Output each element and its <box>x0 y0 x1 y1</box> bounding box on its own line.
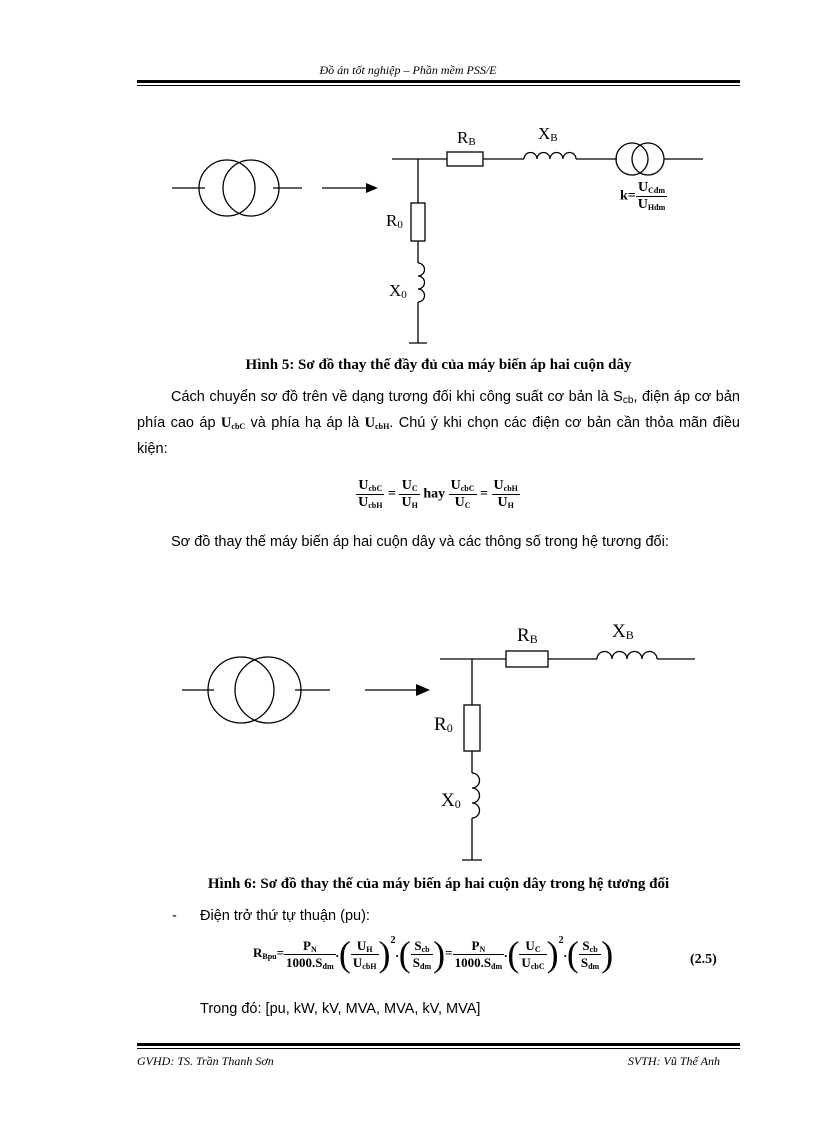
fig6-r0-label: R0 <box>434 714 453 735</box>
fig6-rb-label: RB <box>517 625 538 646</box>
header-rule-thin <box>137 85 740 86</box>
fig5-xb-inductor <box>524 153 576 159</box>
bullet-dash: - <box>172 908 177 924</box>
equation-base-voltage-condition: $\frac{U_{cbC}}{U_{cbH}}$ = $\frac{U_C}{U_H}$ hay $\frac{U_{cbC}}{U_C}$ = $\frac{U_{cbH}}{U_H}$ <box>358 478 518 510</box>
fig6-x0-inductor <box>472 773 480 818</box>
equation-2-5: $R_{Bpu}=$ $\frac{P_N}{1000.S_{đm}}$ .( $\frac{U_H}{U_{cbH}}$ )$^2$.( $\frac{S_{cb}}{S_{đm}}$ )= $\frac{P_N}{1000.S_{đm}}$ .( $\frac{U_C}{U_{cbC}}$ )$^2$.( $\frac{S_{cb}}{S_{đm}}$ ) <box>253 934 614 975</box>
fig5-k-ratio: k= $\frac{U_{Cđm}}{U_{Hđm}}$ <box>620 180 666 212</box>
units-line: Trong đó: [pu, kW, kV, MVA, MVA, kV, MVA] <box>200 1001 481 1017</box>
paragraph-per-unit-diagram-intro: Sơ đồ thay thế máy biến áp hai cuộn dây và các thông số trong hệ tương đối: <box>171 534 669 550</box>
equation-number: (2.5) <box>690 952 717 967</box>
paragraph-per-unit-conversion: Cách chuyển sơ đồ trên về dạng tương đối khi công suất cơ bản là $S_{cb}$, điện áp cơ bản phía cao áp $U_{cbC}$ và phía hạ áp là $U_{cbH}$. Chú ý khi chọn các điện cơ bản cần thỏa mãn điều kiện: <box>137 389 741 457</box>
figure5-caption: Hình 5: Sơ đồ thay thế đầy đủ của máy biến áp hai cuộn dây <box>245 357 632 373</box>
fig5-ideal-coil-a <box>616 143 648 175</box>
fig5-x0-inductor <box>418 263 425 302</box>
fig6-transformer-coil-a <box>208 657 274 723</box>
figure6-caption: Hình 6: Sơ đồ thay thế của máy biến áp hai cuộn dây trong hệ tương đối <box>207 876 670 892</box>
fig6-r0-resistor <box>464 705 480 751</box>
fig5-transformer-coil-b <box>223 160 279 216</box>
fig5-r0-label: R0 <box>386 211 403 231</box>
footer-student: SVTH: Vũ Thế Anh <box>627 1054 720 1068</box>
footer-rule-thick <box>137 1043 740 1046</box>
fig6-xb-label: XB <box>612 621 634 642</box>
fig6-rb-resistor <box>506 651 548 667</box>
fig5-rb-resistor <box>447 152 483 166</box>
fig6-x0-label: X0 <box>441 790 461 811</box>
page-header-title: Đồ án tốt nghiệp – Phần mềm PSS/E <box>319 63 497 77</box>
fig5-x0-label: X0 <box>389 281 407 301</box>
footer-rule-thin <box>137 1048 740 1049</box>
fig5-r0-resistor <box>411 203 425 241</box>
fig5-ideal-coil-b <box>632 143 664 175</box>
fig6-xb-inductor <box>597 652 657 660</box>
fig5-rb-label: RB <box>457 128 476 148</box>
fig5-transformer-coil-a <box>199 160 255 216</box>
bullet-text: Điện trở thứ tự thuận (pu): <box>200 908 370 924</box>
footer-supervisor: GVHD: TS. Trần Thanh Sơn <box>137 1054 274 1068</box>
header-rule-thick <box>137 80 740 83</box>
fig6-arrow-head <box>416 684 430 696</box>
fig5-xb-label: XB <box>538 124 558 144</box>
fig6-transformer-coil-b <box>235 657 301 723</box>
fig5-arrow-head <box>366 183 378 193</box>
